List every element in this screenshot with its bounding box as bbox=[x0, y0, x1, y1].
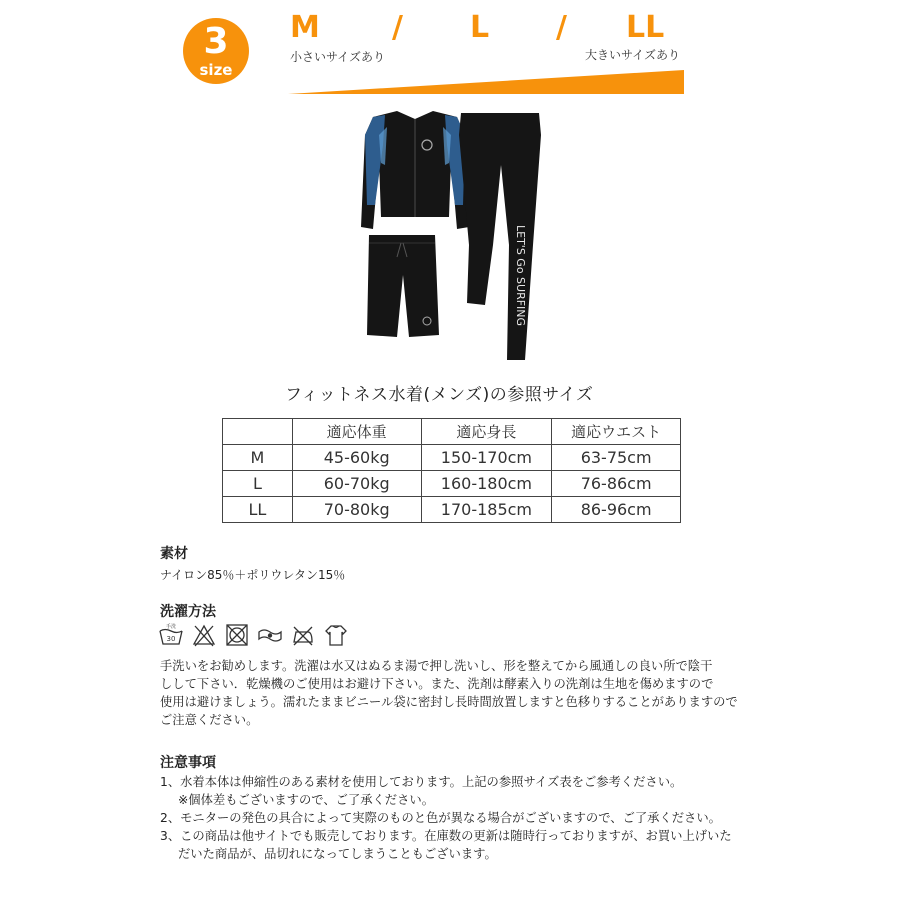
size-table-title: フィットネス水着(メンズ)の参照サイズ bbox=[285, 385, 594, 405]
washing-heading: 洗濯方法 bbox=[160, 604, 216, 620]
table-header-cell: 適応体重 bbox=[292, 419, 421, 445]
badge-word: size bbox=[199, 61, 233, 79]
table-cell: 150-170cm bbox=[421, 445, 552, 471]
size-m-label: M bbox=[290, 10, 320, 45]
table-cell: M bbox=[223, 445, 293, 471]
list-item: 2、モニターの発色の具合によって実際のものと色が異なる場合がございますので、ご了承ください。 bbox=[160, 811, 721, 825]
dry-clean-icon bbox=[257, 622, 283, 648]
table-cell: 160-180cm bbox=[421, 471, 552, 497]
care-icons-row bbox=[158, 622, 349, 650]
text-line: しして下さい．乾燥機のご使用はお避け下さい。また、洗剤は酵素入りの洗剤は生地を傷めますので bbox=[160, 677, 714, 691]
hand-wash-temp: 30 bbox=[166, 635, 176, 643]
size-options-row bbox=[288, 8, 682, 48]
hand-wash-30-icon bbox=[158, 622, 184, 648]
size-count-badge bbox=[183, 18, 249, 90]
no-bleach-icon bbox=[191, 622, 217, 648]
table-cell: 63-75cm bbox=[552, 445, 681, 471]
size-l-label: L bbox=[470, 10, 490, 45]
table-cell: L bbox=[223, 471, 293, 497]
caution-heading: 注意事項 bbox=[160, 755, 216, 771]
list-item: 1、水着本体は伸縮性のある素材を使用しております。上記の参照サイズ表をご参考ください。 bbox=[160, 775, 683, 789]
table-header-row bbox=[223, 419, 681, 445]
list-item: だいた商品が、品切れになってしまうこともございます。 bbox=[178, 847, 497, 861]
table-row bbox=[223, 497, 681, 523]
product-illustration bbox=[335, 105, 565, 365]
material-heading: 素材 bbox=[160, 546, 188, 562]
size-ll-label: LL bbox=[626, 10, 665, 45]
small-size-note: 小さいサイズあり bbox=[290, 50, 386, 64]
swim-shorts-image bbox=[367, 235, 439, 337]
table-cell: 70-80kg bbox=[292, 497, 421, 523]
list-item: ※個体差もございますので、ご了承ください。 bbox=[178, 793, 434, 807]
table-header-cell: 適応ウエスト bbox=[552, 419, 681, 445]
hand-wash-label: 手洗 bbox=[165, 624, 177, 630]
no-tumble-dry-icon bbox=[224, 622, 250, 648]
table-cell: 60-70kg bbox=[292, 471, 421, 497]
table-cell: 76-86cm bbox=[552, 471, 681, 497]
badge-number: 3 bbox=[203, 21, 229, 62]
leggings-print-text: LET'S Go SURFING bbox=[514, 225, 527, 327]
table-row bbox=[223, 445, 681, 471]
table-header-cell bbox=[223, 419, 293, 445]
text-line: 手洗いをお勧めします。洗濯は水又はぬるま湯で押し洗いし、形を整えてから風通しの良い所で陰干 bbox=[160, 659, 713, 673]
size-table bbox=[222, 418, 681, 523]
hang-dry-icon bbox=[323, 622, 349, 648]
text-line: 使用は避けましょう。濡れたままビニール袋に密封し長時間放置しますと色移りすることがありますので bbox=[160, 695, 738, 709]
rash-guard-image bbox=[361, 111, 469, 229]
table-cell: LL bbox=[223, 497, 293, 523]
no-iron-icon bbox=[290, 622, 316, 648]
table-row bbox=[223, 471, 681, 497]
washing-instructions bbox=[160, 657, 760, 729]
size-separator: / bbox=[556, 10, 567, 45]
leggings-image bbox=[459, 113, 541, 360]
material-text: ナイロン85％＋ポリウレタン15％ bbox=[160, 568, 346, 582]
large-size-note: 大きいサイズあり bbox=[585, 48, 681, 62]
table-header-cell: 適応身長 bbox=[421, 419, 552, 445]
list-item: 3、この商品は他サイトでも販売しております。在庫数の更新は随時行っておりますが、お買い上げいた bbox=[160, 829, 732, 843]
size-separator: / bbox=[392, 10, 403, 45]
table-cell: 170-185cm bbox=[421, 497, 552, 523]
table-cell: 86-96cm bbox=[552, 497, 681, 523]
table-cell: 45-60kg bbox=[292, 445, 421, 471]
text-line: ご注意ください。 bbox=[160, 713, 259, 727]
orange-accent-bar bbox=[288, 70, 684, 94]
caution-list bbox=[160, 773, 760, 863]
